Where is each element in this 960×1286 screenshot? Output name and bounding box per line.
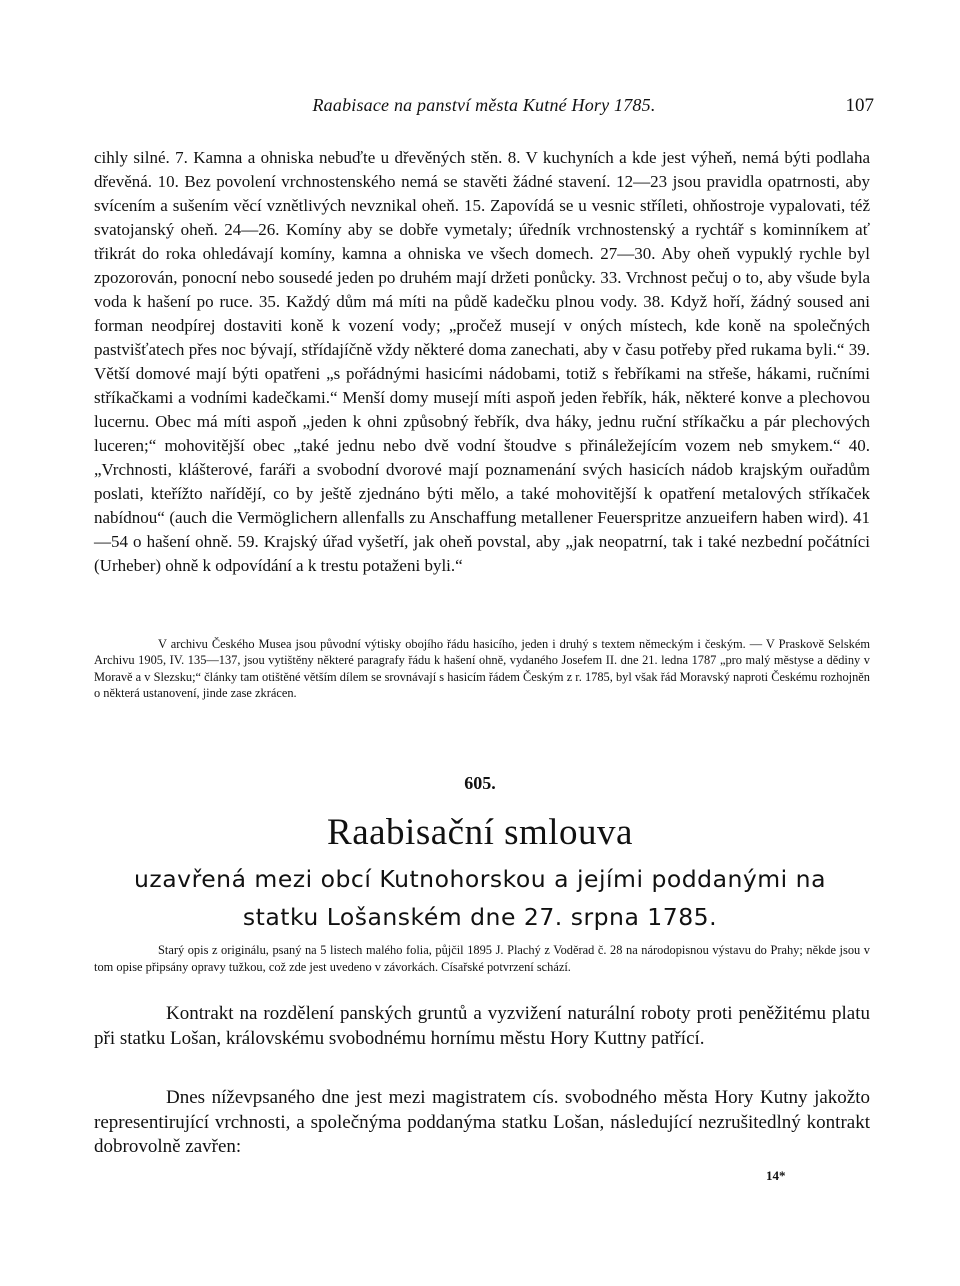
running-header-title: Raabisace na panství města Kutné Hory 1785.	[312, 95, 656, 115]
document-number: 605.	[464, 773, 496, 793]
signature-mark: 14*	[766, 1168, 786, 1183]
footnote	[94, 636, 870, 702]
source-note	[94, 942, 870, 976]
page-number: 107	[845, 95, 874, 116]
document-title: Raabisační smlouva	[327, 812, 633, 853]
document-subtitle: uzavřená mezi obcí Kutnohorskou a jejími poddanými na statku Lošanském dne 27. srpna 1785.	[134, 865, 826, 931]
body-paragraph-1	[94, 1002, 870, 1051]
main-text-paragraph: cihly silné. 7. Kamna a ohniska nebuďte u dřevěných stěn. 8. V kuchyních a kde jest výheň, nemá býti podlaha dřevěná. 10. Bez povolení vrchnostenského nemá se stavěti žádné stavení. 12—23 jsou pravidla opatrnosti, aby svícením a sušením věcí vznětlivých nevznikal oheň. 15. Zapovídá se u vesnic stříleti, ohňostroje vypalovati, též svatojanský oheň. 24—26. Komíny aby se dobře vymetaly; úředník vrchnostenský a rychtář s kominníkem ať třikrát do roka ohledávají komíny, kamna a ohniska ve všech domech. 27—30. Aby oheň vypuklý rychle byl zpozorován, ponocní nebo sousedé jeden po druhém mají držeti ponůcky. 33. Vrchnost pečuj o to, aby všude byla voda k hašení po ruce. 35. Každý dům má míti na půdě kadečku plnou vody. 38. Když hoří, žádný soused ani forman neodpírej dostaviti koně k vození vody; „pročež musejí v oných místech, kde koně na společných pastvišťatech přes noc bývají, střídajíčně vždy některé doma zanechati, aby v času potřeby před rukama byli.“ 39. Větší domové mají býti opatřeni „s pořádnými hasicími nádobami, totiž s řebříkami na střeše, hákami, ručními stříkačkami a vodními kadečkami.“ Menší domy musejí míti aspoň jeden řebřík, hák, některé konve a plechovou lucernu. Obec má míti aspoň „jeden k ohni způsobný řebřík, dva háky, jednu ruční stříkačku a pár plechových luceren;“ mohovitější obec „také jednu nebo dvě vodní štoudve s přináležejícím vozem neb smykem.“ 40. „Vrchnosti, klášterové, faráři a svobodní dvorové mají poznamenání svých hasicích nádob krajským ouřadům poslati, kteřížto nařídějí, co by ještě zjednáno býti mělo, a také mohovitější k opatření metalových stříkaček nabídnou“ (auch die Vermöglichern allenfalls zu Anschaffung metallener Feuerspritze anzueifern haben wird). 41—54 o hašení ohně. 59. Krajský úřad vyšetří, jak oheň povstal, aby „jak neopatrní, tak i také nezbední počátníci (Urheber) ohně k odpovídání a k trestu potaženi byli.“	[94, 148, 870, 575]
source-note-text: Starý opis z originálu, psaný na 5 listech malého folia, půjčil 1895 J. Plachý z Voděrad č. 28 na národopisnou výstavu do Prahy; někde jsou v tom opise připsány opravy tužkou, což zde jest uvedeno v závorkách. Císařské potvrzení schází.	[94, 943, 870, 974]
body-paragraph-2-text: Dnes níževpsaného dne jest mezi magistratem cís. svobodného města Hory Kutny jakožto representirující vrchnosti, a společnýma poddanýma statku Lošan, následující nezrušitedlný kontrakt dobrovolně zavřen:	[94, 1087, 870, 1157]
body-paragraph-2	[94, 1086, 870, 1160]
page-header	[94, 95, 874, 119]
body-paragraph-1-text: Kontrakt na rozdělení panských gruntů a vyzvižení naturální roboty proti peněžitému platu při statku Lošan, královskému svobodnému hornímu městu Hory Kuttny patřící.	[94, 1003, 870, 1049]
main-text-block	[94, 146, 870, 578]
footnote-text: V archivu Českého Musea jsou původní výtisky obojího řádu hasicího, jeden i druhý s textem německým i českým. — V Praskově Selském Archivu 1905, IV. 135—137, jsou vytištěny některé paragrafy řádu k hašení ohně, vydaného Josefem II. dne 21. ledna 1787 „pro malý městyse a dědiny v Moravě a v Slezsku;“ články tam otištěné větším dílem se srovnávají s hasicím řádem Českým z r. 1785, byl však řád Moravský naproti Českému rozhojněn o některá ustanovení, jinde zase zkrácen.	[94, 637, 870, 701]
